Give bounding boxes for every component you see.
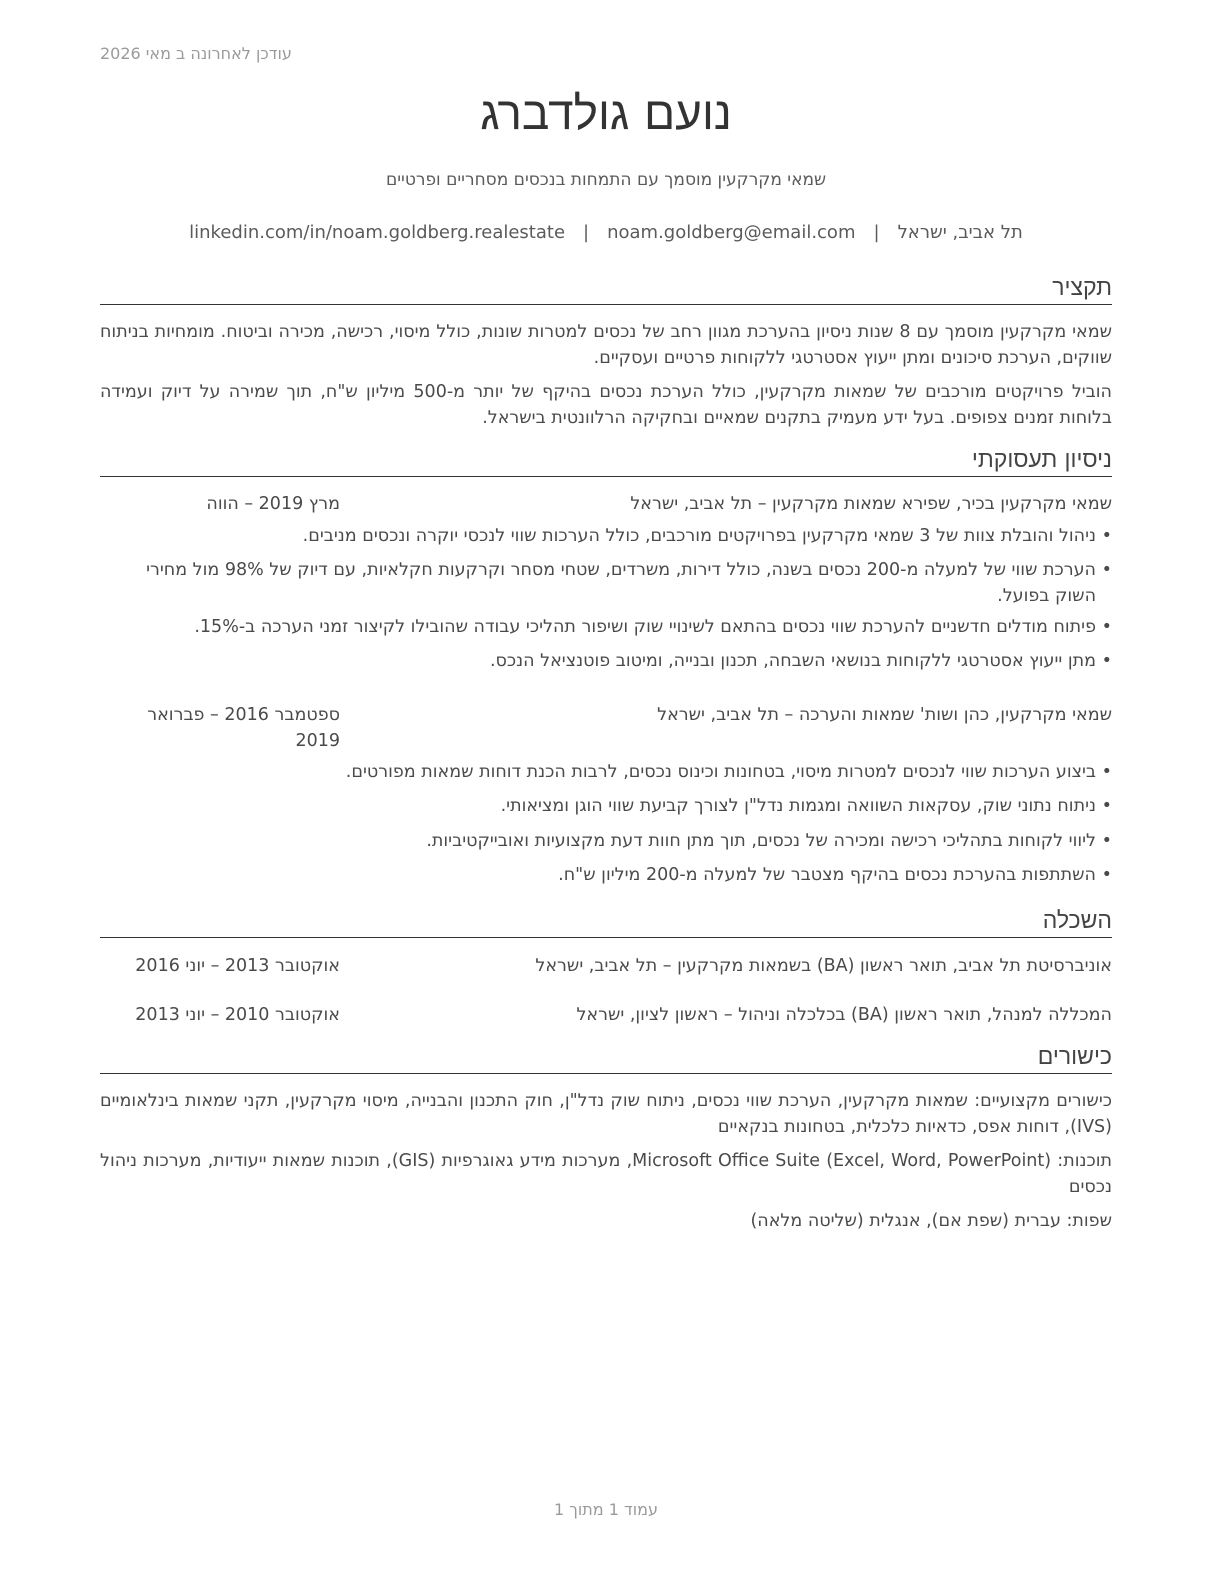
bullet-dot-icon: • [1101,796,1112,816]
section-divider [100,304,1112,305]
bullet-dot-icon: • [1101,865,1112,885]
bullet-text: ניהול והובלת צוות של 3 שמאי מקרקעין בפרויקטים מורכבים, כולל הערכות שווי לנכסי יוקרה ונכסים מניבים. [302,526,1096,546]
contact-line [100,222,1112,243]
candidate-subtitle: שמאי מקרקעין מוסמך עם התמחות בנכסים מסחריים ופרטיים [385,170,827,190]
bullet-text: מתן ייעוץ אסטרטגי ללקוחות בנושאי השבחה, תכנון ובנייה, ומיטוב פוטנציאל הנכס. [489,651,1096,671]
contact-separator: | [873,222,880,243]
summary-paragraph: שמאי מקרקעין מוסמך עם 8 שנות ניסיון בהערכת מגוון רחב של נכסים למטרות שונות, כולל מיסוי, רכישה, מכירה וביטוח. מומחיות בניתוח שווקים, הערכת סיכונים ומתן ייעוץ אסטרטגי ללקוחות פרטיים ועסקיים. [100,322,1112,368]
page-number: עמוד 1 מתוך 1 [554,1500,658,1519]
bullet-dot-icon: • [1101,651,1112,671]
contact-email[interactable]: noam.goldberg@email.com [607,222,856,243]
job-bullet [100,523,1112,549]
contact-linkedin[interactable]: linkedin.com/in/noam.goldberg.realestate [189,222,566,243]
section-divider [100,476,1112,477]
skills-professional: כישורים מקצועיים: שמאות מקרקעין, הערכת שווי נכסים, ניתוח שוק נדל"ן, חוק התכנון והבנייה, מיסוי מקרקעין, תקני שמאות בינלאומיים (IVS), דוחות אפס, כדאיות כלכלית, בטחונות בנקאיים [100,1091,1112,1137]
section-title-summary: תקציר [1052,275,1112,301]
job-dates [100,702,340,754]
job-bullet [100,793,1112,819]
job-bullet [100,557,1112,609]
section-title-experience: ניסיון תעסוקתי [971,447,1112,473]
job-bullet [100,828,1112,854]
candidate-name: נועם גולדברג [480,86,732,140]
bullet-text: ביצוע הערכות שווי לנכסים למטרות מיסוי, בטחונות וכינוס נכסים, לרבות הכנת דוחות שמאות מפורטים. [345,762,1096,782]
bullet-text: השתתפות בהערכת נכסים בהיקף מצטבר של למעלה מ-200 מיליון ש"ח. [558,865,1096,885]
section-divider [100,937,1112,938]
summary-paragraph: הוביל פרויקטים מורכבים של שמאות מקרקעין, כולל הערכת נכסים בהיקף של יותר מ-500 מיליון ש"ח, תוך שמירה על דיוק ועמידה בלוחות זמנים צפופים. בעל ידע מעמיק בתקנים שמאיים ובחקיקה הרלוונטית בישראל. [100,382,1112,428]
bullet-text: ניתוח נתוני שוק, עסקאות השוואה ומגמות נדל"ן לצורך קביעת שווי הוגן ומציאותי. [500,796,1096,816]
job-title: שמאי מקרקעין, כהן ושות' שמאות והערכה – תל אביב, ישראל [657,705,1112,725]
job-bullet [100,648,1112,674]
skills-software: תוכנות: Microsoft Office Suite (Excel, Word, PowerPoint), מערכות מידע גאוגרפיות (GIS), תוכנות שמאות ייעודיות, מערכות ניהול נכסים [100,1151,1112,1197]
section-title-skills: כישורים [1037,1044,1112,1070]
bullet-dot-icon: • [1101,526,1112,546]
job-dates: מרץ 2019 – הווה [206,494,340,514]
job-dates-line: ספטמבר 2016 – פברואר [147,705,340,725]
section-divider [100,1073,1112,1074]
section-title-education: השכלה [1042,908,1112,934]
bullet-dot-icon: • [1101,617,1112,637]
job-title: שמאי מקרקעין בכיר, שפירא שמאות מקרקעין – תל אביב, ישראל [630,494,1112,514]
skills-languages: שפות: עברית (שפת אם), אנגלית (שליטה מלאה) [750,1211,1112,1231]
education-item: המכללה למנהל, תואר ראשון (BA) בכלכלה וניהול – ראשון לציון, ישראל [576,1005,1112,1025]
job-dates-line: 2019 [295,731,340,751]
education-dates: אוקטובר 2013 – יוני 2016 [135,956,340,976]
bullet-text: פיתוח מודלים חדשניים להערכת שווי נכסים בהתאם לשינויי שוק ושיפור תהליכי עבודה שהובילו לקיצור זמני הערכה ב-15%. [194,617,1096,637]
bullet-text: ליווי לקוחות בתהליכי רכישה ומכירה של נכסים, תוך מתן חוות דעת מקצועיות ואובייקטיביות. [426,831,1096,851]
education-item: אוניברסיטת תל אביב, תואר ראשון (BA) בשמאות מקרקעין – תל אביב, ישראל [535,956,1112,976]
job-bullet [100,759,1112,785]
last-updated: עודכן לאחרונה ב מאי 2026 [100,44,292,63]
job-bullet [100,862,1112,888]
bullet-text: הערכת שווי של למעלה מ-200 נכסים בשנה, כולל דירות, משרדים, שטחי מסחר וקרקעות חקלאיות, עם דיוק של 98% מול מחירי השוק בפועל. [146,560,1096,606]
education-dates: אוקטובר 2010 – יוני 2013 [135,1005,340,1025]
bullet-dot-icon: • [1101,762,1112,782]
job-bullet [100,614,1112,640]
bullet-dot-icon: • [1101,560,1112,580]
contact-separator: | [583,222,590,243]
contact-location: תל אביב, ישראל [897,222,1023,243]
resume-page [100,0,1112,1584]
bullet-dot-icon: • [1101,831,1112,851]
